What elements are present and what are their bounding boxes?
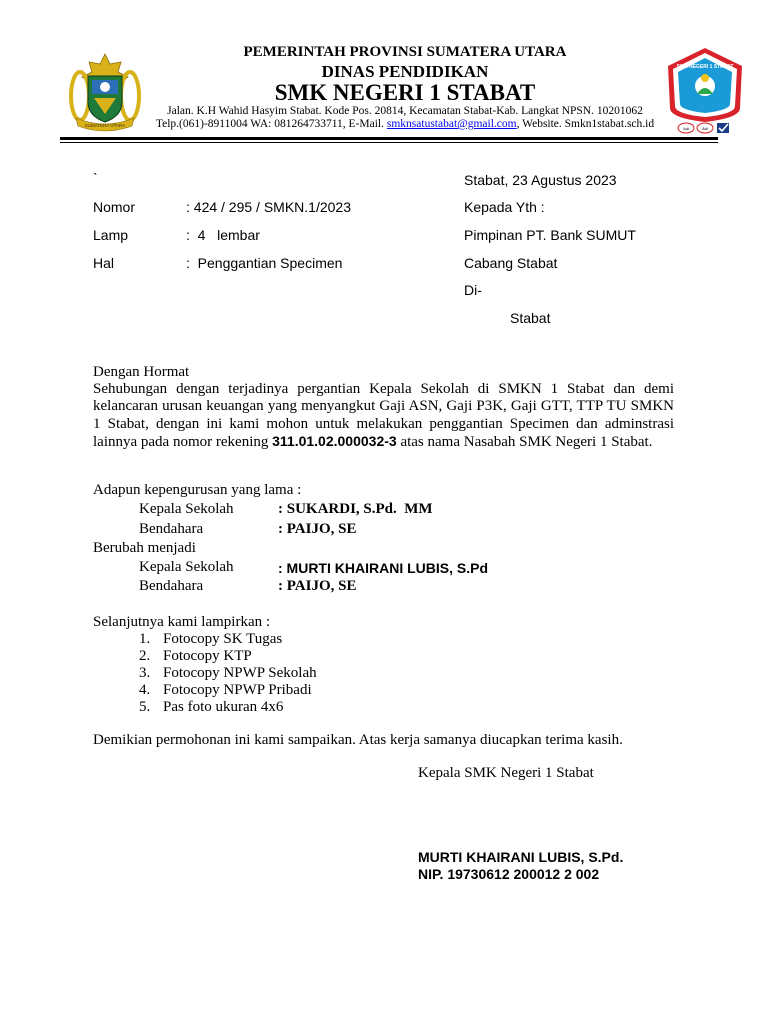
school-logo [664,46,746,138]
recipient-city: Stabat [510,310,551,326]
svg-text:SUMATERA UTARA: SUMATERA UTARA [84,123,126,128]
new-treasurer-value: : PAIJO, SE [278,578,357,594]
attachment-item: Fotocopy NPWP Sekolah [163,665,317,681]
old-head-label: Kepala Sekolah [139,501,234,517]
svg-text:Adi: Adi [702,126,708,131]
letterhead-school-name: SMK NEGERI 1 STABAT [274,80,536,105]
attachment-number: 3. [139,665,151,681]
meta-value-hal: : Penggantian Specimen [186,255,343,271]
signatory-position: Kepala SMK Negeri 1 Stabat [418,765,594,781]
letterhead-rule-thick [60,137,718,140]
svg-text:Adi: Adi [683,126,689,131]
body-paragraph [93,381,674,451]
recipient-branch: Cabang Stabat [464,255,558,271]
meta-label-nomor: Nomor [93,199,136,215]
addressee-label: Kepada Yth : [464,199,545,215]
meta-value-nomor: : 424 / 295 / SMKN.1/2023 [186,199,351,215]
body-text-start: Sehubungan dengan terjadinya pergantian Kepala Sekolah di SMKN 1 Stabat dan demi kelancaran urusan keuangan yang menyangkut Gaji ASN, Gaji P3K, Gaji GTT, TTP TU SMKN 1 Stabat, dengan ini kami mohon untuk melakukan penggantian Specimen dan adminstrasi lainnya pada nomor rekening [93,381,674,450]
attachment-number: 5. [139,699,151,715]
attachment-number: 1. [139,631,151,647]
contact-prefix: Telp.(061)-8911004 WA: 081264733711, E-Mail. [155,118,387,130]
old-treasurer-value: : PAIJO, SE [278,521,357,537]
new-head-label: Kepala Sekolah [139,559,234,575]
provincial-emblem-logo [66,50,144,132]
signatory-name: MURTI KHAIRANI LUBIS, S.Pd. [418,849,624,865]
place-date: Stabat, 23 Agustus 2023 [464,172,617,188]
contact-suffix: , Website. Smkn1stabat.sch.id [516,118,655,130]
new-head-value: : MURTI KHAIRANI LUBIS, S.Pd [278,560,488,576]
letterhead-contact [150,118,660,130]
closing-sentence: Demikian permohonan ini kami sampaikan. Atas kerja samanya diucapkan terima kasih. [93,732,623,748]
svg-text:SMK NEGERI 1 STABAT: SMK NEGERI 1 STABAT [676,64,734,70]
new-management-heading: Berubah menjadi [93,540,196,556]
old-head-value: : SUKARDI, S.Pd. MM [278,501,433,517]
letterhead-rule-thin [60,142,718,143]
meta-label-hal: Hal [93,255,115,271]
old-treasurer-label: Bendahara [139,521,204,537]
attachment-item: Fotocopy SK Tugas [163,631,283,647]
stray-mark: ` [93,170,98,186]
letterhead-department: DINAS PENDIDIKAN [321,62,489,81]
body-text-end: atas nama Nasabah SMK Negeri 1 Stabat. [396,433,653,450]
letterhead-government: PEMERINTAH PROVINSI SUMATERA UTARA [243,44,567,60]
account-number: 311.01.02.000032-3 [272,432,397,449]
attachment-item: Fotocopy NPWP Pribadi [163,682,312,698]
meta-label-lamp: Lamp [93,227,129,243]
old-management-heading: Adapun kepengurusan yang lama : [93,482,302,498]
attachments-heading: Selanjutnya kami lampirkan : [93,614,271,630]
recipient: Pimpinan PT. Bank SUMUT [464,227,636,243]
attachment-item: Pas foto ukuran 4x6 [163,699,284,715]
signatory-nip: NIP. 19730612 200012 2 002 [418,866,600,882]
attachment-number: 2. [139,648,151,664]
attachment-number: 4. [139,682,151,698]
email-link[interactable]: smknsatustabat@gmail.com [386,118,517,130]
greeting: Dengan Hormat [93,364,190,380]
recipient-di: Di- [464,282,482,298]
new-treasurer-label: Bendahara [139,578,204,594]
letterhead-address: Jalan. K.H Wahid Hasyim Stabat. Kode Pos. 20814, Kecamatan Stabat-Kab. Langkat NPSN. 10201062 [167,105,643,117]
attachment-item: Fotocopy KTP [163,648,252,664]
meta-value-lamp: : 4 lembar [186,227,260,243]
